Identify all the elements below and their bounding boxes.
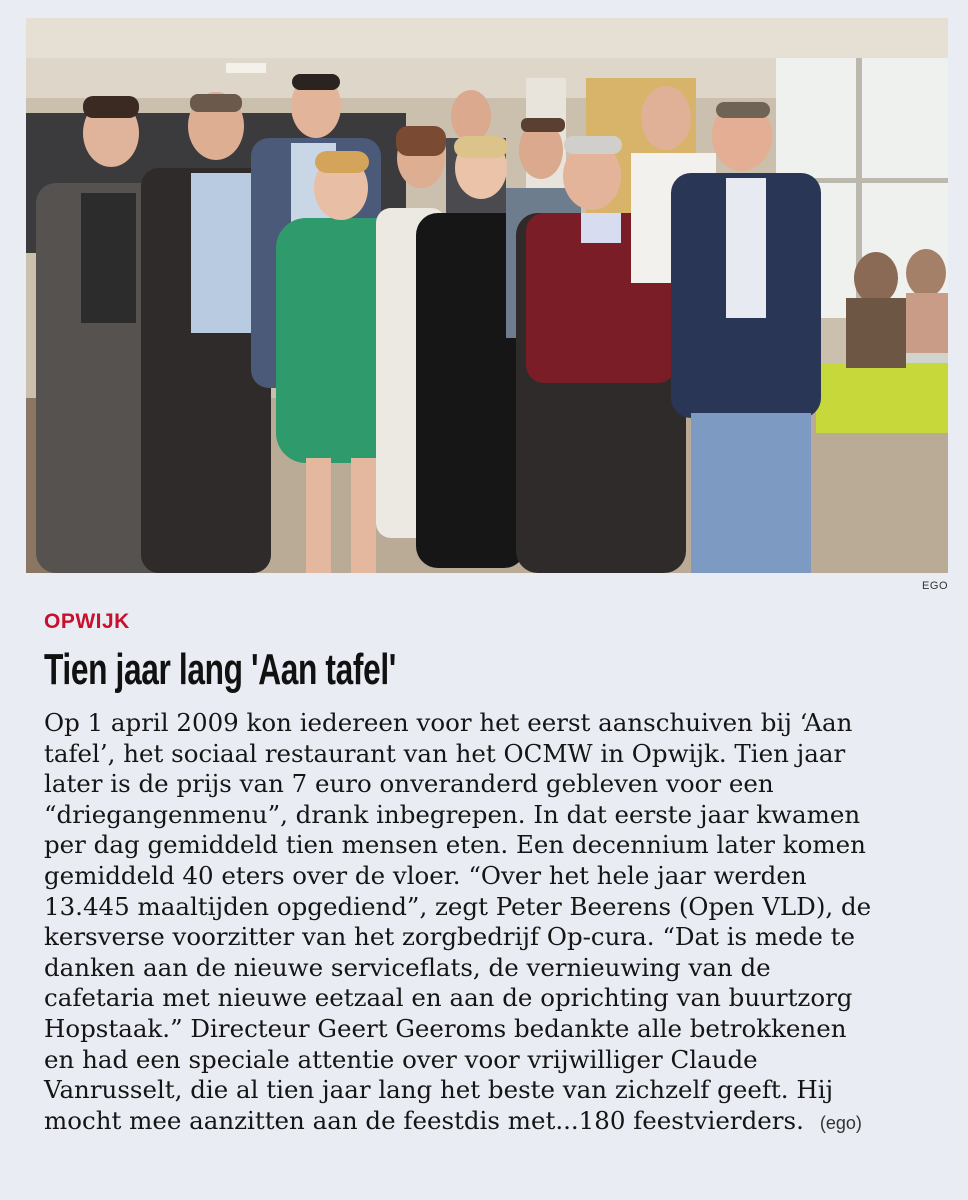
article-body <box>44 708 944 1138</box>
author-signature: (ego) <box>819 1112 862 1133</box>
body-line: kersverse voorzitter van het zorgbedrijf Op-cura. “Dat is mede te <box>44 922 855 952</box>
location-kicker: OPWIJK <box>44 610 130 633</box>
body-line: Vanrusselt, die al tien jaar lang het beste van zichzelf geeft. Hij <box>44 1075 834 1105</box>
group-photo <box>26 18 948 573</box>
body-line: Hopstaak.” Directeur Geert Geeroms bedankte alle betrokkenen <box>44 1013 847 1043</box>
body-line: gemiddeld 40 eters over de vloer. “Over het hele jaar werden <box>44 860 807 890</box>
body-line: per dag gemiddeld tien mensen eten. Een decennium later komen <box>44 830 866 860</box>
photo-credit: EGO <box>922 580 948 592</box>
body-line: Op 1 april 2009 kon iedereen voor het eerst aanschuiven bij ‘Aan <box>44 708 853 737</box>
article-headline: Tien jaar lang 'Aan tafel' <box>44 645 396 694</box>
body-line: en had een speciale attentie over voor vrijwilliger Claude <box>44 1044 758 1074</box>
body-line: 13.445 maaltijden opgediend”, zegt Peter Beerens (Open VLD), de <box>44 891 872 921</box>
body-line: mocht mee aanzitten aan de feestdis met...180 feestvierders. <box>44 1105 804 1135</box>
body-line: danken aan de nieuwe serviceflats, de vernieuwing van de <box>44 952 771 982</box>
body-line: “driegangenmenu”, drank inbegrepen. In dat eerste jaar kwamen <box>44 799 861 829</box>
body-line: cafetaria met nieuwe eetzaal en aan de oprichting van buurtzorg <box>44 983 853 1013</box>
body-line-last <box>44 1106 944 1139</box>
body-line: later is de prijs van 7 euro onveranderd gebleven voor een <box>44 769 774 799</box>
body-line: tafel’, het sociaal restaurant van het OCMW in Opwijk. Tien jaar <box>44 738 846 768</box>
